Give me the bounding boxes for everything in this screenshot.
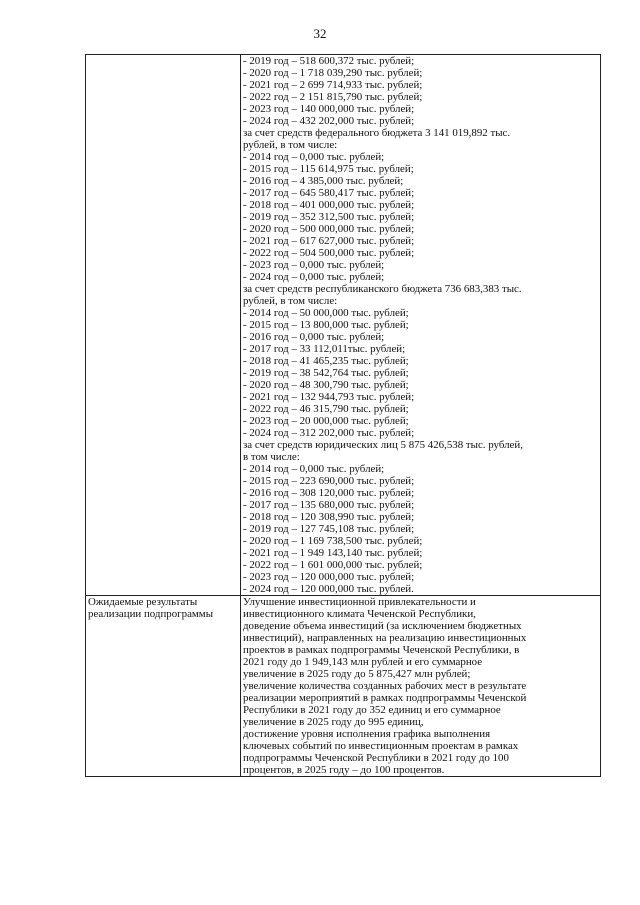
financing-line: - 2017 год – 135 680,000 тыс. рублей;	[243, 499, 415, 511]
expected-results-line: подпрограммы Чеченской Республики в 2021 году до 100	[243, 752, 509, 764]
expected-results-label-cell	[86, 596, 241, 777]
financing-line: - 2019 год – 352 312,500 тыс. рублей;	[243, 211, 415, 223]
financing-line: - 2020 год – 48 300,790 тыс. рублей;	[243, 379, 409, 391]
financing-line: - 2019 год – 518 600,372 тыс. рублей;	[243, 55, 415, 67]
financing-line: - 2021 год – 617 627,000 тыс. рублей;	[243, 235, 415, 247]
financing-table	[85, 54, 601, 777]
financing-line: - 2014 год – 0,000 тыс. рублей;	[243, 151, 385, 163]
financing-line: рублей, в том числе:	[243, 295, 338, 307]
expected-results-line: доведение объема инвестиций (за исключением бюджетных	[243, 620, 522, 632]
financing-line: - 2015 год – 223 690,000 тыс. рублей;	[243, 475, 415, 487]
expected-results-line: процентов, в 2025 году – до 100 процентов.	[243, 764, 445, 776]
expected-results-line: инвестиций), направленных на реализацию инвестиционных	[243, 632, 527, 644]
financing-line: - 2019 год – 38 542,764 тыс. рублей;	[243, 367, 409, 379]
page-number: 32	[313, 26, 327, 41]
financing-line: - 2024 год – 120 000,000 тыс. рублей.	[243, 583, 414, 595]
financing-line: - 2015 год – 115 614,975 тыс. рублей;	[243, 163, 414, 175]
financing-line: - 2021 год – 2 699 714,933 тыс. рублей;	[243, 79, 423, 91]
financing-line: - 2023 год – 140 000,000 тыс. рублей;	[243, 103, 415, 115]
financing-line: за счет средств юридических лиц 5 875 426,538 тыс. рублей,	[243, 439, 523, 451]
financing-line: - 2021 год – 132 944,793 тыс. рублей;	[243, 391, 415, 403]
expected-results-line: инвестиционного климата Чеченской Республики,	[243, 608, 476, 620]
expected-results-line: увеличение количества созданных рабочих мест в результате	[243, 680, 527, 692]
expected-results-line: 2021 году до 1 949,143 млн рублей и его суммарное	[243, 656, 483, 668]
financing-line: - 2024 год – 0,000 тыс. рублей;	[243, 271, 385, 283]
financing-line: - 2016 год – 4 385,000 тыс. рублей;	[243, 175, 404, 187]
financing-line: - 2016 год – 308 120,000 тыс. рублей;	[243, 487, 415, 499]
financing-line: - 2017 год – 645 580,417 тыс. рублей;	[243, 187, 415, 199]
table-row-expected-results	[86, 596, 601, 777]
financing-line: в том числе:	[243, 451, 300, 463]
financing-line: - 2019 год – 127 745,108 тыс. рублей;	[243, 523, 415, 535]
financing-line: - 2021 год – 1 949 143,140 тыс. рублей;	[243, 547, 423, 559]
financing-line: - 2022 год – 2 151 815,790 тыс. рублей;	[243, 91, 423, 103]
expected-results-line: увеличение в 2025 году до 995 единиц,	[243, 716, 424, 728]
expected-results-line: увеличение в 2025 году до 5 875,427 млн рублей;	[243, 668, 471, 680]
expected-results-line: реализации мероприятий в рамках подпрограммы Чеченской	[243, 692, 527, 704]
financing-line: - 2014 год – 50 000,000 тыс. рублей;	[243, 307, 409, 319]
financing-line: - 2014 год – 0,000 тыс. рублей;	[243, 463, 385, 475]
expected-results-line: ключевых событий по инвестиционным проектам в рамках	[243, 740, 519, 752]
financing-line: - 2020 год – 500 000,000 тыс. рублей;	[243, 223, 415, 235]
financing-line: - 2016 год – 0,000 тыс. рублей;	[243, 331, 385, 343]
financing-line: - 2023 год – 120 000,000 тыс. рублей;	[243, 571, 415, 583]
expected-results-line: достижение уровня исполнения графика выполнения	[243, 728, 491, 740]
financing-line: - 2022 год – 504 500,000 тыс. рублей;	[243, 247, 415, 259]
financing-line: - 2018 год – 401 000,000 тыс. рублей;	[243, 199, 415, 211]
financing-cell	[241, 55, 601, 596]
financing-line: - 2018 год – 120 308,990 тыс. рублей;	[243, 511, 415, 523]
financing-line: - 2024 год – 312 202,000 тыс. рублей;	[243, 427, 415, 439]
row-label-cell-empty	[86, 55, 241, 596]
expected-results-line: Республики в 2021 году до 352 единиц и его суммарное	[243, 704, 501, 716]
financing-line: - 2023 год – 20 000,000 тыс. рублей;	[243, 415, 409, 427]
financing-line: - 2018 год – 41 465,235 тыс. рублей;	[243, 355, 409, 367]
financing-line: за счет средств федерального бюджета 3 141 019,892 тыс.	[243, 127, 511, 139]
expected-results-line: проектов в рамках подпрограммы Чеченской Республики, в	[243, 644, 520, 656]
financing-line: - 2022 год – 1 601 000,000 тыс. рублей;	[243, 559, 423, 571]
expected-results-cell	[241, 596, 601, 777]
financing-line: - 2015 год – 13 800,000 тыс. рублей;	[243, 319, 409, 331]
expected-results-label-line1: Ожидаемые результаты	[88, 596, 198, 608]
financing-line: - 2022 год – 46 315,790 тыс. рублей;	[243, 403, 409, 415]
financing-line: - 2023 год – 0,000 тыс. рублей;	[243, 259, 385, 271]
financing-line: за счет средств республиканского бюджета 736 683,383 тыс.	[243, 283, 522, 295]
financing-line: - 2020 год – 1 169 738,500 тыс. рублей;	[243, 535, 423, 547]
expected-results-label-line2: реализации подпрограммы	[88, 608, 214, 620]
financing-line: - 2020 год – 1 718 039,290 тыс. рублей;	[243, 67, 423, 79]
financing-line: рублей, в том числе:	[243, 139, 338, 151]
financing-line: - 2017 год – 33 112,011тыс. рублей;	[243, 343, 406, 355]
expected-results-line: Улучшение инвестиционной привлекательности и	[243, 596, 476, 608]
financing-line: - 2024 год – 432 202,000 тыс. рублей;	[243, 115, 415, 127]
table-row-financing	[86, 55, 601, 596]
